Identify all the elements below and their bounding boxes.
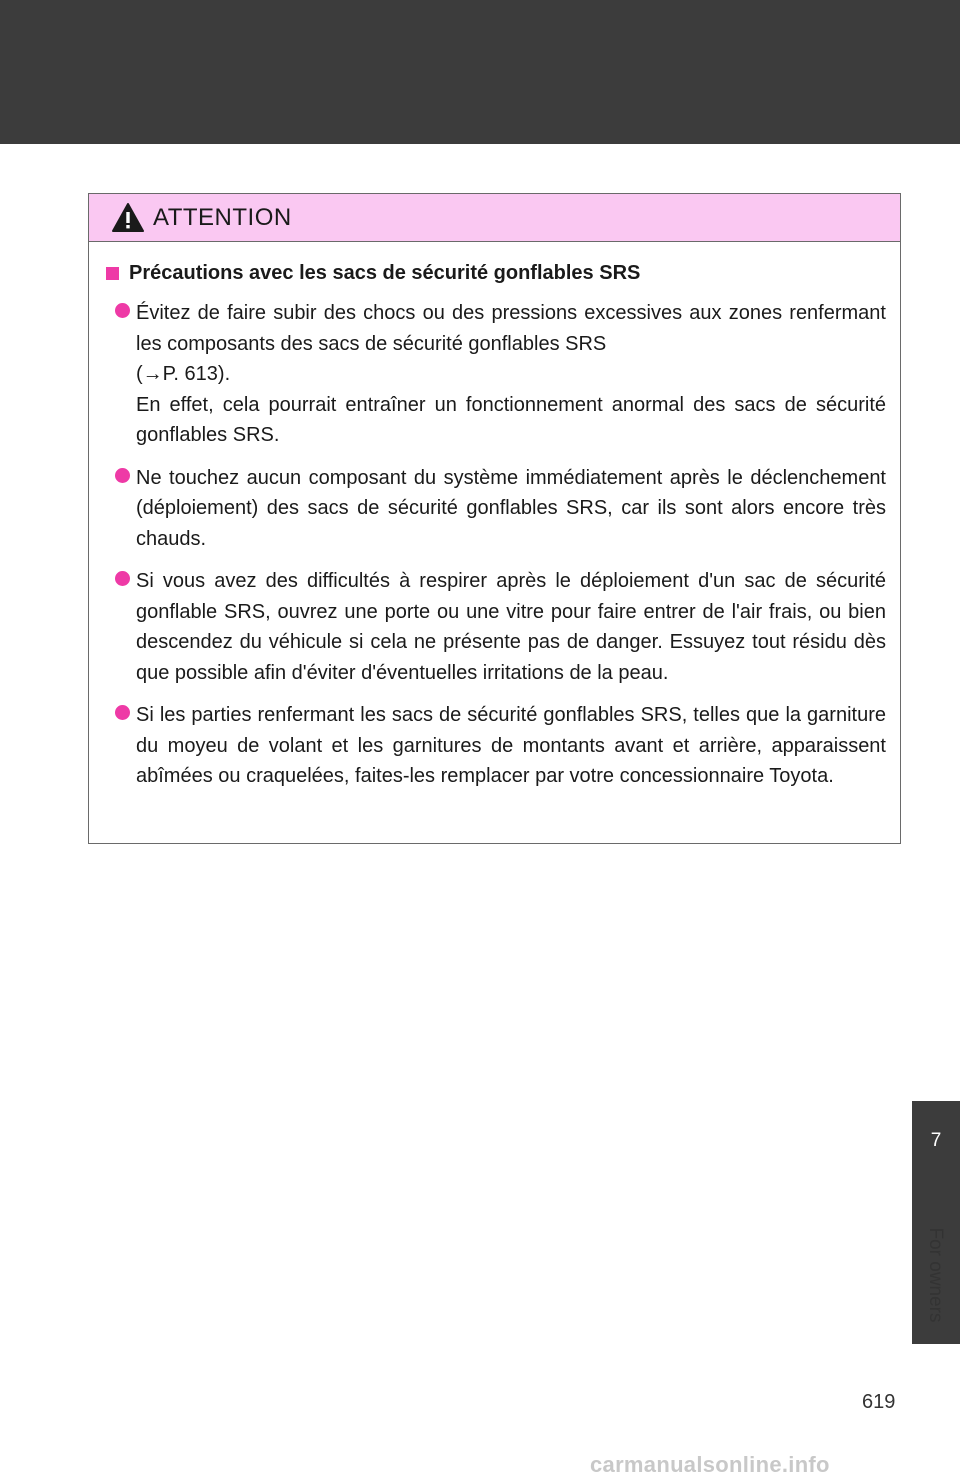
chapter-number: 7 (930, 1130, 942, 1151)
list-item (106, 566, 886, 688)
page-number: 619 (862, 1391, 896, 1413)
warning-triangle-icon (111, 202, 145, 234)
attention-header (89, 194, 900, 242)
watermark: carmanualsonline.info (590, 1452, 830, 1477)
list-item-text: Si vous avez des difficultés à respirer après le déploiement d'un sac de sécurité gonflable SRS, ouvrez une porte ou une vitre pour faire entrer de l'air frais, ou bien descendez du véhicule si cela ne présente pas de danger. Essuyez tout résidu dès que possible afin d'éviter d'éventuelles irritations de la peau. (136, 570, 886, 684)
square-bullet-icon (106, 267, 119, 280)
dot-bullet-icon (115, 468, 130, 483)
list-item-text: Si les parties renfermant les sacs de sécurité gonflables SRS, telles que la garniture du moyeu de volant et les garnitures de montants avant et arrière, apparaissent abîmées ou craquelées, faites-les remplacer par votre concessionnaire Toyota. (136, 704, 886, 787)
chapter-label: For owners (925, 1227, 946, 1323)
attention-body (89, 242, 900, 792)
attention-title: ATTENTION (153, 203, 292, 231)
section-heading (106, 260, 886, 286)
section-heading-text: Précautions avec les sacs de sécurité gonflables SRS (129, 262, 641, 284)
list-item (106, 298, 886, 451)
dot-bullet-icon (115, 705, 130, 720)
list-item-text: Évitez de faire subir des chocs ou des pressions excessives aux zones renfermant les composants des sacs de sécurité gonflables SRS (→P. 613). En effet, cela pourrait entraîner un fonctionnement anormal des sacs de sécurité gonflables SRS. (136, 302, 886, 446)
list-item (106, 463, 886, 555)
dot-bullet-icon (115, 303, 130, 318)
attention-box (88, 193, 901, 844)
dot-bullet-icon (115, 571, 130, 586)
list-item (106, 700, 886, 792)
top-band (0, 0, 960, 144)
list-item-text: Ne touchez aucun composant du système immédiatement après le déclenchement (déploiement) des sacs de sécurité gonflables SRS, car ils sont alors encore très chauds. (136, 466, 886, 550)
